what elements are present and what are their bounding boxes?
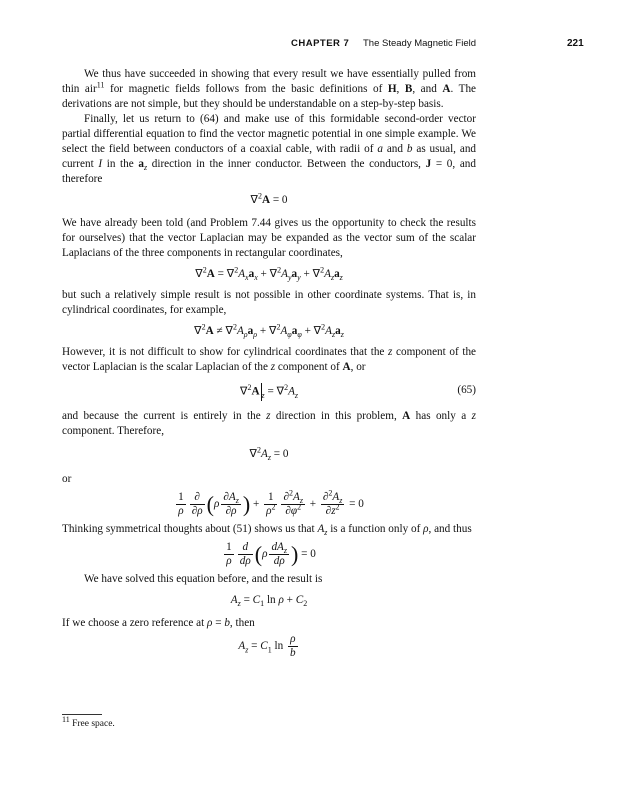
paragraph-5: However, it is not difficult to show for cylindrical coordinates that the z component of the vector Laplacian is the scalar Laplacian of the z component of A, or <box>62 346 477 373</box>
footnote <box>62 714 115 729</box>
equation-65: ∇$^2$A $_z = \nabla^2A_z$ (65) <box>239 382 476 400</box>
paragraph-10: If we choose a zero reference at ρ = b, then <box>62 617 255 629</box>
paragraph-2: Finally, let us return to (64) and make use of this formidable second-order vector partial differential equation to find the vector magnetic potential in one simple example. We select the field between conductors of a coaxial cable, with radii of a and b as usual, and current I in the $a_z$ direction in the inner conductor. Between the conductors, J = 0, and therefore <box>62 113 477 185</box>
equation-number: (65) <box>457 384 476 396</box>
equation-rectangular-expansion: $\nabla^2A = \nabla^2A_xa_x + \nabla^2A_ya_y + \nabla^2A_za_z$ <box>195 265 343 283</box>
paragraph-7: or <box>62 473 72 485</box>
footnote-text: Free space. <box>69 719 115 729</box>
running-head <box>0 38 627 52</box>
equation-laplacian-a-zero: ∇$^2$A = 0 <box>250 191 288 206</box>
equation-laplacian-az-zero: $\nabla^2A_z = 0$ <box>249 445 289 463</box>
paragraph-3: We have already been told (and Problem 7.44 gives us the opportunity to check the results for ourselves) that the vector Laplacian may be expanded as the vector sum of the scalar Laplacians of the three components in rectangular coordinates, <box>62 217 476 259</box>
footnote-mark: 11 <box>62 714 70 724</box>
page-number: 221 <box>567 38 584 49</box>
chapter-label: CHAPTER 7 <box>291 38 350 49</box>
paragraph-8: Thinking symmetrical thoughts about (51) shows us that $A_z$ is a function only of ρ, and thus <box>62 523 472 538</box>
equation-cylindrical-laplacian: $\frac{1}{\rho}$ $\frac{\partial}{\partial\rho}$ (ρ $\frac{\partial A_z}{\partial\rho}$ ) + $\frac{1}{\rho^2}$ $\frac{\partial^2A_z}{\partial\varphi^2}$ + $\frac{\partial^2A_z}{\partial z^2}$ = 0 <box>178 488 364 517</box>
paragraph-9: We have solved this equation before, and the result is <box>84 573 323 585</box>
equation-ode: $\frac{1}{\rho}$ $\frac{d}{d\rho}$ (ρ $\frac{dA_z}{d\rho}$ ) = 0 <box>226 541 316 567</box>
paragraph-1: We thus have succeeded in showing that every result we have essentially pulled from thin air$^{11}$ for magnetic fields follows from the basic definitions of H, B, and A. The derivations are not simple, but they should be understandable on a step-by-step basis. <box>62 68 477 110</box>
chapter-title: The Steady Magnetic Field <box>363 38 477 49</box>
equation-particular-solution: $A_z = C_1$ ln $\frac{\rho}{b}$ <box>238 633 296 659</box>
equation-cylindrical-inequality: $\nabla^2A \ne \nabla^2A_\rho a_\rho + \nabla^2A_\varphi a_\varphi + \nabla^2A_za_z$ <box>194 322 344 340</box>
equation-general-solution: $A_z = C_1$ $\ln \rho + C_2$ <box>230 594 308 609</box>
paragraph-6: and because the current is entirely in the z direction in this problem, A has only a z component. Therefore, <box>62 410 476 437</box>
paragraph-4: but such a relatively simple result is not possible in other coordinate systems. That is, in cylindrical coordinates, for example, <box>62 289 476 316</box>
footnote-ref: 11 <box>96 80 105 90</box>
page-body <box>62 67 476 662</box>
